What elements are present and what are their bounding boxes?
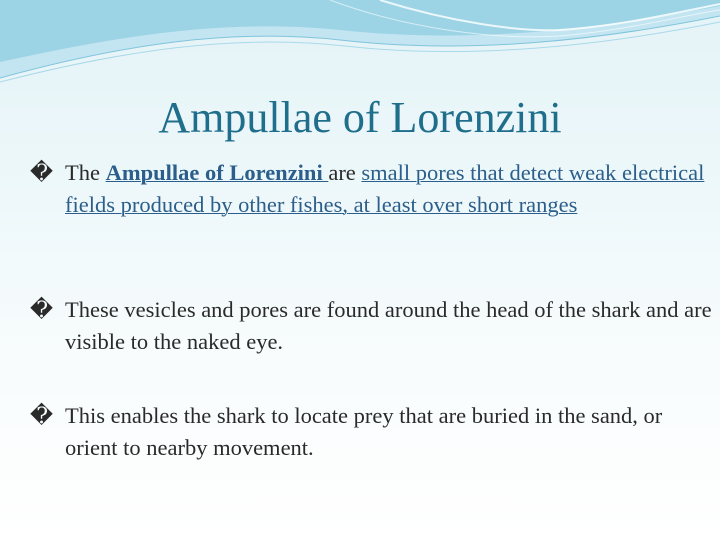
bullet-1-text-before: The (65, 160, 106, 185)
wave-decoration (0, 0, 720, 90)
bullet-marker: � (30, 297, 54, 322)
bullet-1-text-mid: are (328, 160, 362, 185)
bullet-2-text: These vesicles and pores are found around the head of the shark and are visible to the naked eye. (65, 297, 712, 354)
bullet-1 (30, 157, 715, 221)
bullet-marker: � (30, 403, 54, 428)
bullet-3-text: This enables the shark to locate prey that are buried in the sand, or orient to nearby movement. (65, 403, 663, 460)
ampullae-link[interactable]: Ampullae of Lorenzini (105, 160, 329, 185)
small-pores-link[interactable]: small pores that detect weak electrical fields produced by other fishes, at least over short ranges (65, 160, 705, 217)
bullet-marker: � (30, 160, 54, 185)
slide-title: Ampullae of Lorenzini (158, 93, 562, 142)
bullet-3 (30, 400, 715, 464)
bullet-2 (30, 294, 715, 358)
